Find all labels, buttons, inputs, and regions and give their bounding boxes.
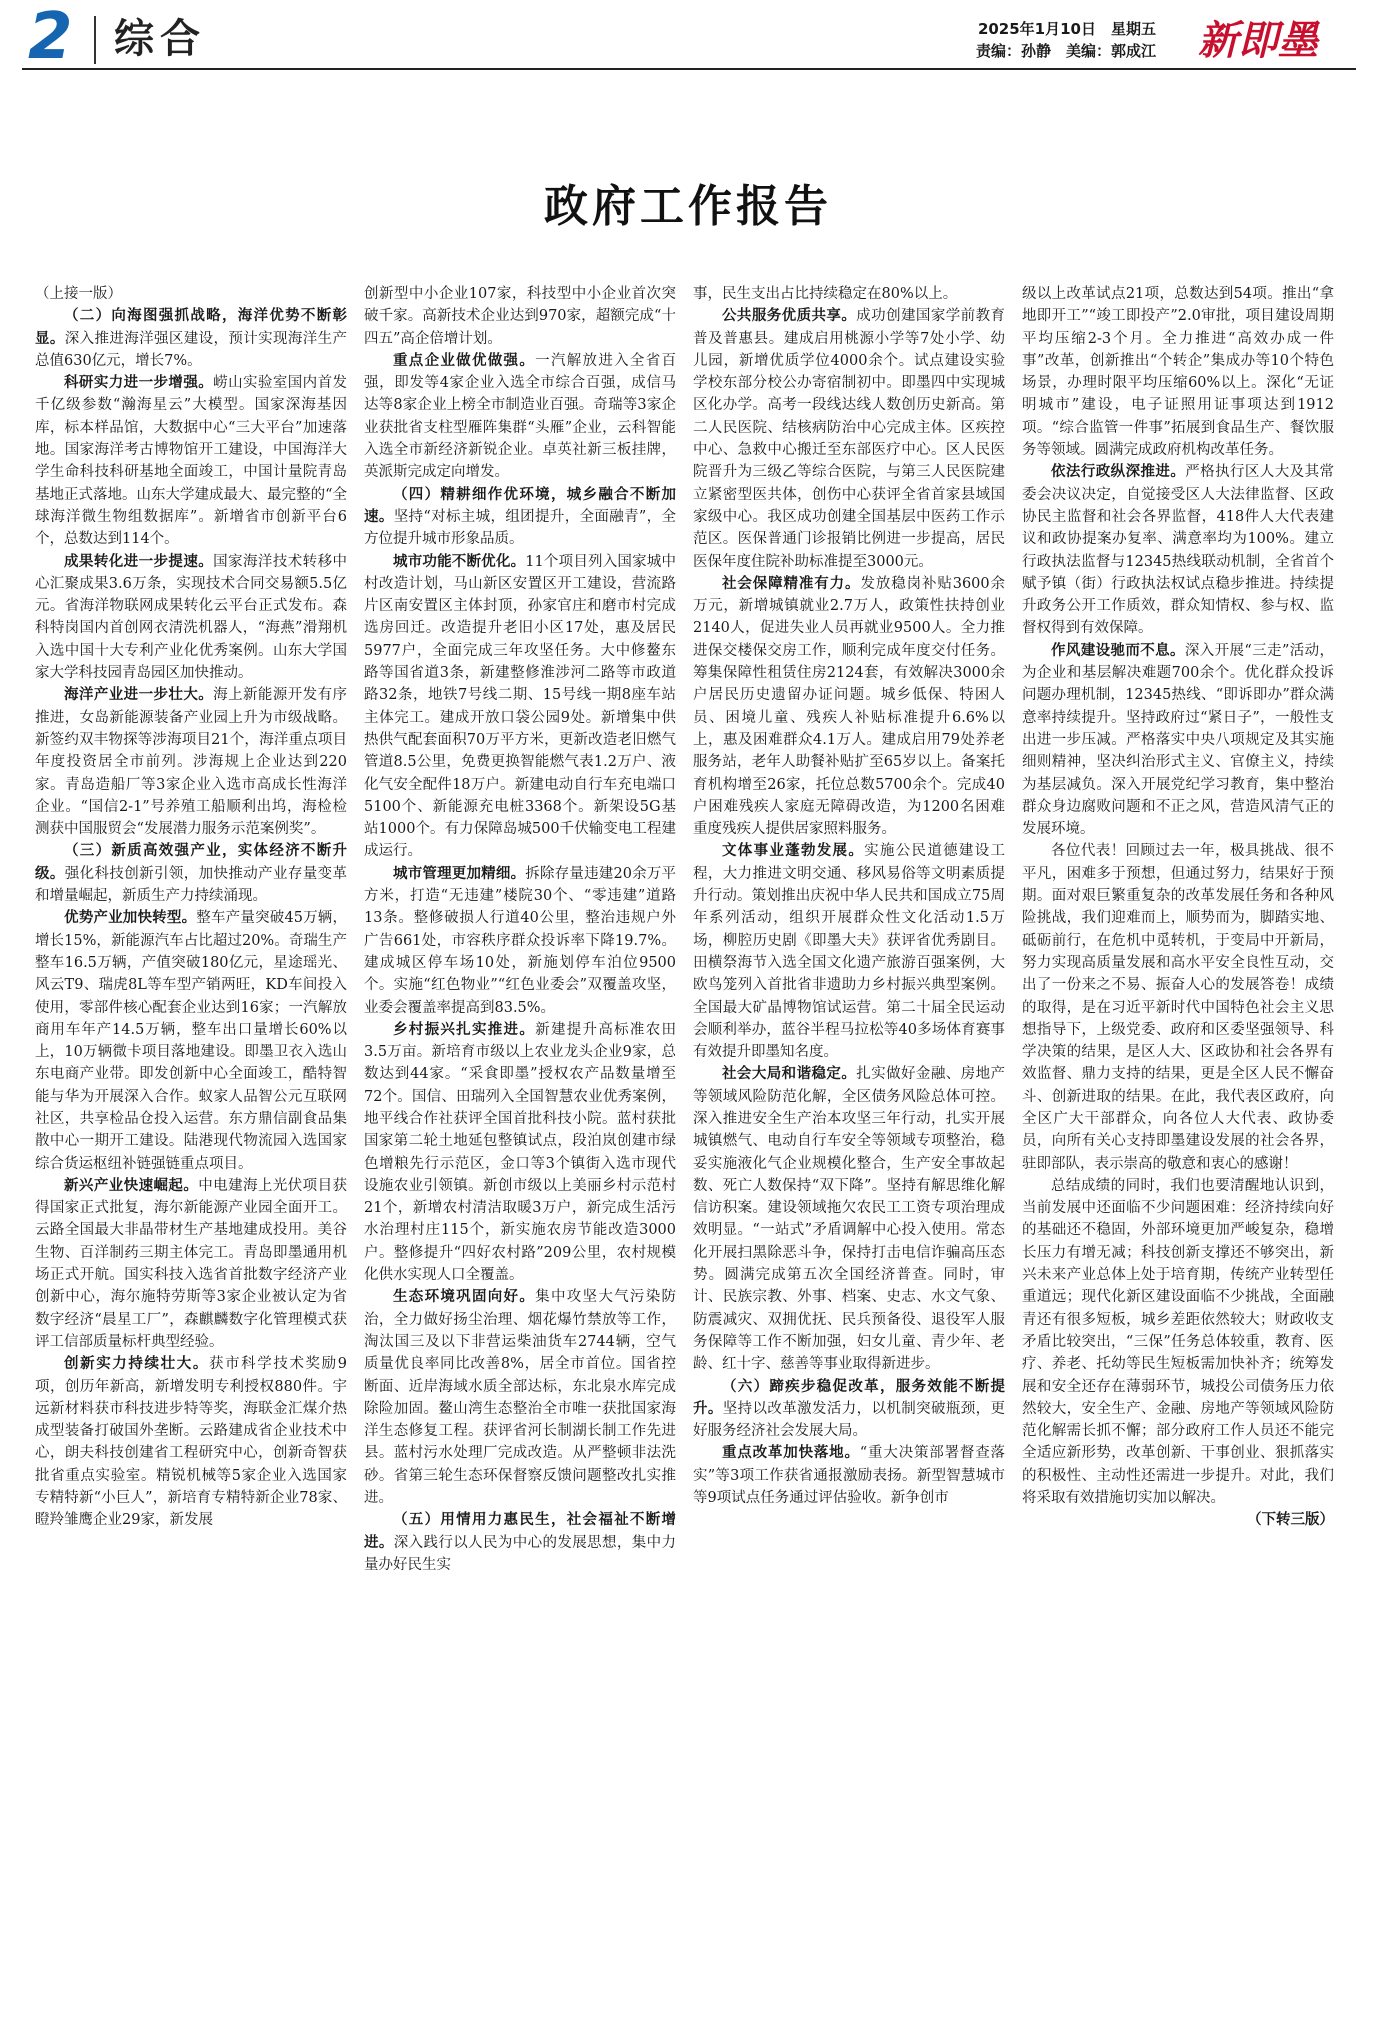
- paragraph-text: 强化科技创新引领，加快推动产业存量变革和增量崛起，新质生产力持续涌现。: [35, 865, 347, 905]
- paragraph: [693, 1442, 1005, 1509]
- paragraph-text: 国家海洋技术转移中心汇聚成果3.6万条，实现技术合同交易额5.5亿元。省海洋物联网成果转化云平台正式发布。森科特岗国内首创网衣清洗机器人，“海燕”滑翔机入选中国十大专利产业化优秀案例。山东大学国家大学科技园青岛园区加快推动。: [35, 553, 347, 682]
- paragraph-text: 深入开展“三走”活动，为企业和基层解决难题700余个。优化群众投诉问题办理机制，12345热线、“即诉即办”群众满意率持续提升。坚持政府过“紧日子”，一般性支出进一步压减。严格落实中央八项规定及其实施细则精神，坚决纠治形式主义、官僚主义，持续为基层减负。深入开展党纪学习教育，集中整治群众身边腐败问题和不正之风，营造风清气正的发展环境。: [1022, 642, 1334, 838]
- masthead-text: 新即墨: [1198, 17, 1318, 64]
- paragraph-text: 新建提升高标准农田3.5万亩。新培育市级以上农业龙头企业9家，总数达到44家。“采食即墨”授权农产品数量增至72个。国信、田瑞列入全国智慧农业优秀案例，地平线合作社获评全国首批科技小院。蓝村获批国家第二轮土地延包整镇试点，段泊岚创建市绿色增粮先行示范区，金口等3个镇街入选市现代设施农业引领镇。新创市级以上美丽乡村示范村21个，新增农村清洁取暖3万户，新完成生活污水治理村庄115个，新实施农房节能改造3000户。整修提升“四好农村路”209公里，农村规模化供水实现人口全覆盖。: [364, 1021, 676, 1284]
- paragraph-heading: 创新实力持续壮大。: [64, 1356, 209, 1373]
- paragraph-heading: 成果转化进一步提速。: [64, 553, 214, 570]
- col1-body: [35, 305, 347, 1531]
- paragraph-text: 坚持“对标主城，组团提升，全面融青”，全方位提升城市形象品质。: [364, 508, 676, 548]
- paragraph: [35, 840, 347, 907]
- paragraph: [364, 484, 676, 551]
- paragraph-text: 崂山实验室国内首发千亿级参数“瀚海星云”大模型。国家深海基因库，标本样品馆，大数据中心“三大平台”加速落地。国家海洋考古博物馆开工建设，中国海洋大学生命科技科研基地全面竣工，中国计量院青岛基地正式落地。山东大学建成最大、最完整的“全球海洋微生物组数据库”。新增省市创新平台6个，总数达到114个。: [35, 375, 347, 548]
- paragraph-heading: （五）用情用力惠民生，社会福祉不断增进。: [364, 1512, 676, 1551]
- paragraph: [1022, 640, 1334, 841]
- paragraph: [693, 283, 1005, 305]
- paragraph-heading: （二）向海图强抓战略，海洋优势不断彰显。: [35, 308, 347, 347]
- paragraph-heading: 公共服务优质共享。: [722, 308, 857, 325]
- paragraph-heading: 重点改革加快落地。: [722, 1445, 860, 1462]
- paragraph-text: 集中攻坚大气污染防治，全力做好扬尘治理、烟花爆竹禁放等工作，淘汰国三及以下非营运柴油货车2744辆，空气质量优良率同比改善8%，居全市首位。国省控断面、近岸海域水质全部达标，东北泉水库完成除险加固。鳌山湾生态整治全市唯一获批国家海洋生态修复工程。获评省河长制湖长制工作先进县。蓝村污水处理厂完成改造。从严整顿非法洗砂。省第三轮生态环保督察反馈问题整改扎实推进。: [364, 1289, 676, 1507]
- paragraph-text: 事，民生支出占比持续稳定在80%以上。: [693, 286, 958, 302]
- dateline: [976, 18, 1156, 62]
- paragraph-text: “重大决策部署督查落实”等3项工作获省通报激励表扬。新型智慧城市等9项试点任务通过评估验收。新争创市: [693, 1445, 1005, 1507]
- paragraph-heading: 城市功能不断优化。: [393, 553, 526, 570]
- article-column-3: [693, 283, 1005, 2018]
- paragraph-text: 整车产量突破45万辆，增长15%，新能源汽车占比超过20%。奇瑞生产整车16.5万辆，产值突破180亿元，星途瑶光、风云T9、瑞虎8L等车型产销两旺，KD车间投入使用，零部件核心配套企业达到16家；一汽解放商用车年产14.5万辆，整车出口量增长60%以上，10万辆微卡项目落地建设。即墨卫衣入选山东电商产业带。即发创新中心全面竣工，酷特智能与华为开展深入合作。蚁家人品智公元互联网社区，共享检品仓投入运营。东方鼎信副食品集散中心一期开工建设。陆港现代物流园入选国家综合货运枢纽补链强链重点项目。: [35, 910, 347, 1172]
- paragraph-heading: 生态环境巩固向好。: [393, 1289, 536, 1306]
- paragraph: [364, 863, 676, 1019]
- paragraph-heading: 重点企业做优做强。: [393, 352, 536, 369]
- paragraph: [693, 1063, 1005, 1375]
- paragraph-text: 扎实做好金融、房地产等领域风险防范化解，全区债务风险总体可控。深入推进安全生产治本攻坚三年行动，扎实开展城镇燃气、电动自行车安全等领域专项整治，稳妥实施液化气企业规模化整合，生产安全事故起数、死亡人数保持“双下降”。坚持有解思维化解信访积案。建设领域拖欠农民工工资专项治理成效明显。“一站式”矛盾调解中心投入使用。常态化开展扫黑除恶斗争，保持打击电信诈骗高压态势。圆满完成第五次全国经济普查。同时，审计、民族宗教、外事、档案、史志、水文气象、防震减灾、双拥优抚、民兵预备役、退役军人服务保障等工作不断加强，妇女儿童、青少年、老龄、红十字、慈善等事业取得新进步。: [693, 1066, 1005, 1373]
- paragraph-heading: 乡村振兴扎实推进。: [393, 1021, 536, 1038]
- paragraph: [35, 372, 347, 550]
- article-title: 政府工作报告: [544, 181, 832, 232]
- paragraph-text: 深入践行以人民为中心的发展思想，集中力量办好民生实: [364, 1534, 676, 1573]
- col4-body: [1022, 283, 1334, 1509]
- paragraph-text: 创新型中小企业107家，科技型中小企业首次突破千家。高新技术企业达到970家，超额完成“十四五”高企倍增计划。: [364, 286, 676, 347]
- paragraph: [693, 840, 1005, 1063]
- paragraph-heading: 作风建设驰而不息。: [1051, 642, 1185, 659]
- paragraph: [364, 283, 676, 350]
- page-number: 2: [28, 0, 73, 74]
- section-title: 综合: [114, 16, 206, 62]
- paragraph-text: 海上新能源开发有序推进，女岛新能源装备产业园上升为市级战略。新签约双丰物探等涉海项目21个，海洋重点项目年度投资居全市前列。涉海规上企业达到220家。青岛造船厂等3家企业入选市高成长性海洋企业。“国信2-1”号养殖工船顺利出坞，海检检测获中国服贸会“发展潜力服务示范案例奖”。: [35, 687, 347, 838]
- paragraph-heading: 依法行政纵深推进。: [1051, 464, 1186, 481]
- paragraph: [364, 1286, 676, 1509]
- continued-to: （下转三版）: [1247, 1512, 1334, 1529]
- paragraph: [693, 573, 1005, 841]
- paragraph-text: 各位代表！回顾过去一年，极具挑战、很不平凡，困难多于预想，但通过努力，结果好于预期。面对艰巨繁重复杂的改革发展任务和各种风险挑战，我们迎难而上，顺势而为，脚踏实地、砥砺前行，在危机中觅转机，于变局中开新局，努力实现高质量发展和高水平安全良性互动，交出了一份来之不易、振奋人心的发展答卷！成绩的取得，是在习近平新时代中国特色社会主义思想指导下，上级党委、政府和区委坚强领导、科学决策的结果，是区人大、区政协和社会各界有效监督、鼎力支持的结果，更是全区人民不懈奋斗、创新进取的结果。在此，我代表区政府，向全区广大干部群众，向各位人大代表、政协委员，向所有关心支持即墨建设发展的社会各界，驻即部队，表示崇高的敬意和衷心的感谢！: [1022, 843, 1334, 1172]
- paragraph: [1022, 840, 1334, 1174]
- header-divider: [94, 16, 96, 64]
- paragraph-heading: 科研实力进一步增强。: [64, 375, 214, 392]
- paragraph-heading: （六）蹄疾步稳促改革，服务效能不断提升。: [693, 1378, 1005, 1417]
- paragraph-text: 实施公民道德建设工程，大力推进文明交通、移风易俗等文明素质提升行动。策划推出庆祝中华人民共和国成立75周年系列活动，组织开展群众性文化活动1.5万场，柳腔历史剧《即墨大夫》获评省优秀剧目。田横祭海节入选全国文化遗产旅游百强案例，大欧鸟笼列入首批省非遗助力乡村振兴典型案例。全国最大矿晶博物馆试运营。第二十届全民运动会顺利举办，蓝谷半程马拉松等40多场体育赛事有效提升即墨知名度。: [693, 843, 1005, 1061]
- paragraph-text: 11个项目列入国家城中村改造计划，马山新区安置区开工建设，营流路片区南安置区主体封顶，孙家官庄和磨市村完成选房回迁。改造提升老旧小区17处，惠及居民5977户，全面完成三年攻坚任务。大中修鳌东路等国省道3条，新建整修淮涉河二路等市政道路32条，地铁7号线二期、15号线一期8座车站主体完工。建成开放口袋公园9处。新增集中供热供气配套面积70万平方米，更新改造老旧燃气管道8.5公里，免费更换智能燃气表1.2万户、液化气安全配件18万户。新建电动自行车充电端口5100个、新能源充电桩3368个。新架设5G基站1000个。有力保障岛城500千伏输变电工程建成运行。: [364, 553, 676, 860]
- page-header: [22, 0, 1356, 74]
- paragraph-heading: 新兴产业快速崛起。: [64, 1177, 199, 1194]
- editors-credit: 责编：孙静 美编：郭成江: [975, 42, 1156, 60]
- paragraph-heading: 社会保障精准有力。: [722, 575, 861, 592]
- paragraph: [35, 305, 347, 372]
- paragraph: [1022, 283, 1334, 461]
- paragraph-text: 拆除存量违建20余万平方米，打造“无违建”楼院30个、“零违建”道路13条。整修破损人行道40公里，整治违规户外广告661处，市容秩序群众投诉率下降19.7%。建成城区停车场10处，新施划停车泊位9500个。实施“红色物业”“红色业委会”双覆盖攻坚，业委会覆盖率提高到83.5%。: [364, 865, 676, 1016]
- paragraph: [364, 551, 676, 863]
- paragraph-text: 总结成绩的同时，我们也要清醒地认识到，当前发展中还面临不少问题困难：经济持续向好的基础还不稳固，外部环境更加严峻复杂，稳增长压力有增无减；科技创新支撑还不够突出，新兴未来产业总体上处于培育期，传统产业转型任重道远；现代化新区建设面临不少挑战，全面融青还有很多短板，城乡差距依然较大；财政收支矛盾比较突出，“三保”任务总体较重，教育、医疗、养老、托幼等民生短板需加快补齐；统筹发展和安全还存在薄弱环节，城投公司债务压力依然较大，安全生产、金融、房地产等领域风险防范化解需长抓不懈；部分政府工作人员还不能完全适应新形势，改革创新、干事创业、狠抓落实的积极性、主动性还需进一步提升。对此，我们将采取有效措施切实加以解决。: [1022, 1177, 1334, 1507]
- article-column-1: [35, 283, 347, 2018]
- paragraph-text: 成功创建国家学前教育普及普惠县。建成启用桃源小学等7处小学、幼儿园，新增优质学位4000余个。试点建设实验学校东部分校公办寄宿制初中。即墨四中实现城区化办学。高考一段线达线人数创历史新高。第二人民医院、结核病防治中心完成主体。区疾控中心、急救中心搬迁至东部医疗中心。区人民医院晋升为三级乙等综合医院，与第三人民医院建立紧密型医共体，创伤中心获评全省首家县域国家级中心。我区成功创建全国基层中医药工作示范区。医保普通门诊报销比例进一步提高，居民医保年度住院补助标准提至3000元。: [693, 308, 1005, 570]
- issue-date: 2025年1月10日 星期五: [977, 20, 1156, 38]
- col2-body: [364, 283, 676, 1576]
- paragraph: [35, 907, 347, 1175]
- article-column-2: [364, 283, 676, 2018]
- paragraph-text: 获市科学技术奖励9项，创历年新高，新增发明专利授权880件。宇远新材料获市科技进步特等奖，海联金汇煤介热成型装备打破国外垄断。云路建成省企业技术中心，朗夫科技创建省工程研究中心，创新奇智获批省重点实验室。精锐机械等5家企业入选国家专精特新“小巨人”，新培育专精特新企业78家、瞪羚雏鹰企业29家，新发展: [35, 1356, 347, 1529]
- paragraph-text: 一汽解放进入全省百强，即发等4家企业入选全市综合百强，成信马达等8家企业上榜全市制造业百强。奇瑞等3家企业获批省支柱型雁阵集群“头雁”企业，云科智能入选全市新经济新锐企业。卓英社新三板挂牌，英派斯完成定向增发。: [364, 352, 676, 481]
- paragraph-text: 严格执行区人大及其常委会决议决定，自觉接受区人大法律监督、区政协民主监督和社会各界监督，418件人大代表建议和政协提案办复率、满意率均为100%。建立行政执法监督与12345热线联动机制，全省首个赋予镇（街）行政执法权试点稳步推进。持续提升政务公开工作质效，群众知情权、参与权、监督权得到有效保障。: [1022, 464, 1334, 637]
- article-column-4: [1022, 283, 1334, 2018]
- paragraph-heading: 海洋产业进一步壮大。: [64, 687, 214, 704]
- paragraph-heading: 优势产业加快转型。: [64, 910, 197, 927]
- paragraph: [693, 1376, 1005, 1443]
- paragraph-text: 深入推进海洋强区建设，预计实现海洋生产总值630亿元，增长7%。: [35, 330, 347, 369]
- paragraph: [1022, 1175, 1334, 1509]
- paragraph-heading: 城市管理更加精细。: [393, 865, 526, 882]
- paragraph-text: 中电建海上光伏项目获得国家正式批复，海尔新能源产业园全面开工。云路全国最大非晶带材生产基地建成投用。美谷生物、百洋制药三期主体完工。青岛即墨通用机场正式开航。国实科技入选省首批数字经济产业创新中心，海尔施特劳斯等3家企业被认定为省数字经济“晨星工厂”，森麒麟数字化管理模式获评工信部质量标杆典型经验。: [35, 1177, 347, 1350]
- paragraph: [364, 350, 676, 484]
- paragraph: [35, 684, 347, 840]
- paragraph: [35, 1353, 347, 1531]
- col3-body: [693, 283, 1005, 1509]
- paragraph-text: 坚持以改革激发活力，以机制突破瓶颈，更好服务经济社会发展大局。: [693, 1400, 1005, 1440]
- paragraph: [35, 1175, 347, 1353]
- paragraph: [1022, 461, 1334, 639]
- paragraph-heading: 文体事业蓬勃发展。: [722, 843, 865, 860]
- paragraph: [35, 551, 347, 685]
- paragraph-heading: （四）精耕细作优环境，城乡融合不断加速。: [364, 486, 676, 525]
- paragraph: [693, 305, 1005, 573]
- paragraph: [364, 1509, 676, 1576]
- paragraph: [364, 1019, 676, 1287]
- paragraph-heading: （三）新质高效强产业，实体经济不断升级。: [35, 843, 347, 882]
- continued-from: （上接一版）: [35, 286, 122, 302]
- paragraph-text: 发放稳岗补贴3600余万元，新增城镇就业2.7万人，政策性扶持创业2140人，促进失业人员再就业9500人。全力推进保交楼保交房工作，顺利完成年度交付任务。筹集保障性租赁住房2124套，有效解决3000余户居民历史遗留办证问题。城乡低保、特困人员、困境儿童、残疾人补贴标准提升6.6%以上，惠及困难群众4.1万人。建成启用79处养老服务站，老年人助餐补贴扩至65岁以上。备案托育机构增至26家，托位总数5700余个。完成40户困难残疾人家庭无障碍改造，为1200名困难重度残疾人提供居家照料服务。: [693, 575, 1005, 838]
- paragraph-heading: 社会大局和谐稳定。: [722, 1066, 857, 1083]
- paragraph-text: 级以上改革试点21项，总数达到54项。推出“拿地即开工”“竣工即投产”2.0审批，项目建设周期平均压缩2-3个月。全力推进“高效办成一件事”改革，创新推出“个转企”集成办等10个特色场景，办理时限平均压缩60%以上。深化“无证明城市”建设，电子证照用证事项达到1912项。“综合监管一件事”拓展到食品生产、餐饮服务等领域。圆满完成政府机构改革任务。: [1022, 286, 1334, 459]
- masthead-logo: [1168, 10, 1348, 66]
